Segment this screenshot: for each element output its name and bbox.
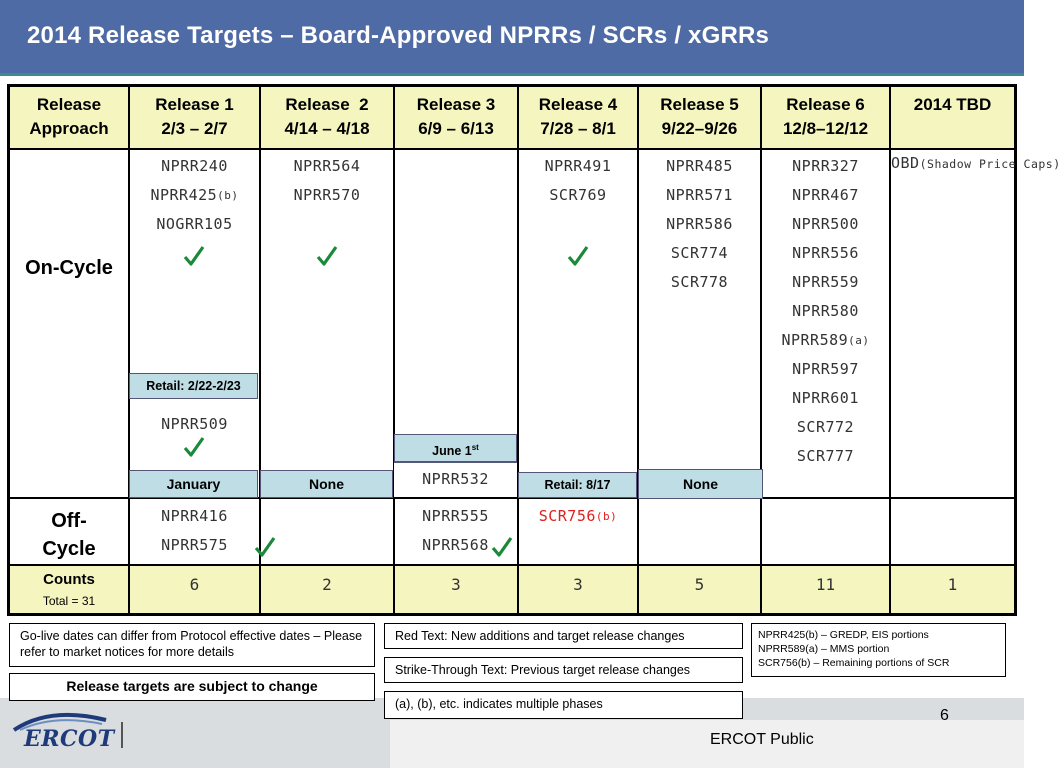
release-5-on-cycle-list <box>639 152 760 297</box>
release-1-retail-list <box>130 410 259 439</box>
item-nprr601: NPRR601 <box>792 389 859 407</box>
item-scr772: SCR772 <box>796 418 855 436</box>
header-release-2: Release 2 4/14 – 4/18 <box>284 95 370 138</box>
header-release-3: Release 3 6/9 – 6/13 <box>416 95 496 138</box>
item-scr769: SCR769 <box>549 186 607 204</box>
golive-note: Go-live dates can differ from Protocol effective dates – Please refer to market notices for more details <box>9 623 375 667</box>
item-nprr425: NPRR425(b) <box>150 186 239 204</box>
release-table <box>7 84 1061 616</box>
release-2-on-cycle-list <box>261 152 393 210</box>
title-bar <box>0 0 1024 76</box>
item-obd: OBD(Shadow Price Caps) <box>891 154 1061 172</box>
phases-legend: (a), (b), etc. indicates multiple phases <box>384 691 743 719</box>
count-release-4: 3 <box>573 575 583 594</box>
retail-date-tag: Retail: 8/17 <box>518 472 637 498</box>
retail-none-tag: None <box>260 470 393 498</box>
item-nprr575: NPRR575 <box>161 536 228 554</box>
header-divider <box>10 148 1014 150</box>
row-label-counts: Counts <box>43 571 95 588</box>
item-nprr559: NPRR559 <box>792 273 859 291</box>
item-nprr500: NPRR500 <box>792 215 859 233</box>
release-4-on-cycle-list <box>519 152 637 210</box>
count-release-5: 5 <box>694 575 705 594</box>
count-2014-tbd: 1 <box>947 575 958 594</box>
total-count: Total = 31 <box>42 594 96 608</box>
check-icon <box>316 245 338 267</box>
item-nogrr105: NOGRR105 <box>156 215 233 233</box>
header-release-approach: Release Approach <box>29 95 109 138</box>
tbd-on-cycle-list <box>891 153 1061 174</box>
june-1st-tag: June 1st <box>394 434 517 462</box>
row-label-on-cycle: On-Cycle <box>25 257 113 279</box>
check-icon <box>254 536 276 558</box>
release-3-list <box>394 465 517 494</box>
header-release-5: Release 5 9/22–9/26 <box>660 95 739 138</box>
count-release-1: 6 <box>189 575 200 594</box>
red-text-legend: Red Text: New additions and target release changes <box>384 623 743 649</box>
release-1-on-cycle-list <box>130 152 259 239</box>
item-nprr416: NPRR416 <box>161 507 228 525</box>
header-release-4: Release 4 7/28 – 8/1 <box>538 95 618 138</box>
header-release-1: Release 1 2/3 – 2/7 <box>155 95 234 138</box>
check-icon <box>567 245 589 267</box>
item-nprr586: NPRR586 <box>666 215 733 233</box>
release-6-on-cycle-list <box>762 152 889 471</box>
item-nprr580: NPRR580 <box>792 302 859 320</box>
item-nprr509: NPRR509 <box>161 415 228 433</box>
footnotes: NPRR425(b) – GREDP, EIS portions NPRR589(a) – MMS portion SCR756(b) – Remaining portions of SCR <box>751 623 1006 677</box>
logo-wordmark: ERCOT <box>24 726 115 752</box>
header-release-6: Release 6 12/8–12/12 <box>782 95 869 138</box>
slide-title: 2014 Release Targets – Board-Approved NPRRs / SCRs / xGRRs <box>27 22 770 49</box>
item-nprr327: NPRR327 <box>792 157 859 175</box>
item-scr777: SCR777 <box>796 447 855 465</box>
item-nprr597: NPRR597 <box>792 360 859 378</box>
item-nprr556: NPRR556 <box>792 244 859 262</box>
page-number: 6 <box>940 707 949 724</box>
item-nprr570: NPRR570 <box>293 186 361 204</box>
retail-none-tag: None <box>638 469 763 499</box>
count-release-6: 11 <box>815 575 836 594</box>
item-nprr564: NPRR564 <box>293 157 361 175</box>
item-nprr485: NPRR485 <box>666 157 733 175</box>
item-nprr491: NPRR491 <box>544 157 612 175</box>
check-icon <box>183 245 205 267</box>
release-1-off-cycle-list <box>130 502 259 560</box>
item-scr778: SCR778 <box>670 273 729 291</box>
header-2014-tbd: 2014 TBD <box>913 95 992 114</box>
release-4-off-cycle-list <box>519 502 637 531</box>
count-release-2: 2 <box>322 575 332 594</box>
check-icon <box>183 436 205 458</box>
item-nprr467: NPRR467 <box>792 186 859 204</box>
footer-classification: ERCOT Public <box>710 731 814 748</box>
item-nprr532: NPRR532 <box>422 470 489 488</box>
check-icon <box>491 536 513 558</box>
item-nprr571: NPRR571 <box>666 186 733 204</box>
row-label-off-cycle: Off- Cycle <box>42 510 96 560</box>
item-nprr240: NPRR240 <box>161 157 228 175</box>
item-scr774: SCR774 <box>670 244 729 262</box>
logo-divider <box>121 722 123 748</box>
strike-through-legend: Strike-Through Text: Previous target release changes <box>384 657 743 683</box>
retail-january-tag: January <box>129 470 258 498</box>
count-release-3: 3 <box>451 575 461 594</box>
item-nprr555: NPRR555 <box>422 507 489 525</box>
subject-to-change-note: Release targets are subject to change <box>9 673 375 701</box>
item-scr756: SCR756(b) <box>538 507 618 525</box>
item-nprr568: NPRR568 <box>422 536 489 554</box>
item-nprr589: NPRR589(a) <box>781 331 870 349</box>
footer-panel <box>390 720 1024 768</box>
retail-date-tag: Retail: 2/22-2/23 <box>129 373 258 399</box>
